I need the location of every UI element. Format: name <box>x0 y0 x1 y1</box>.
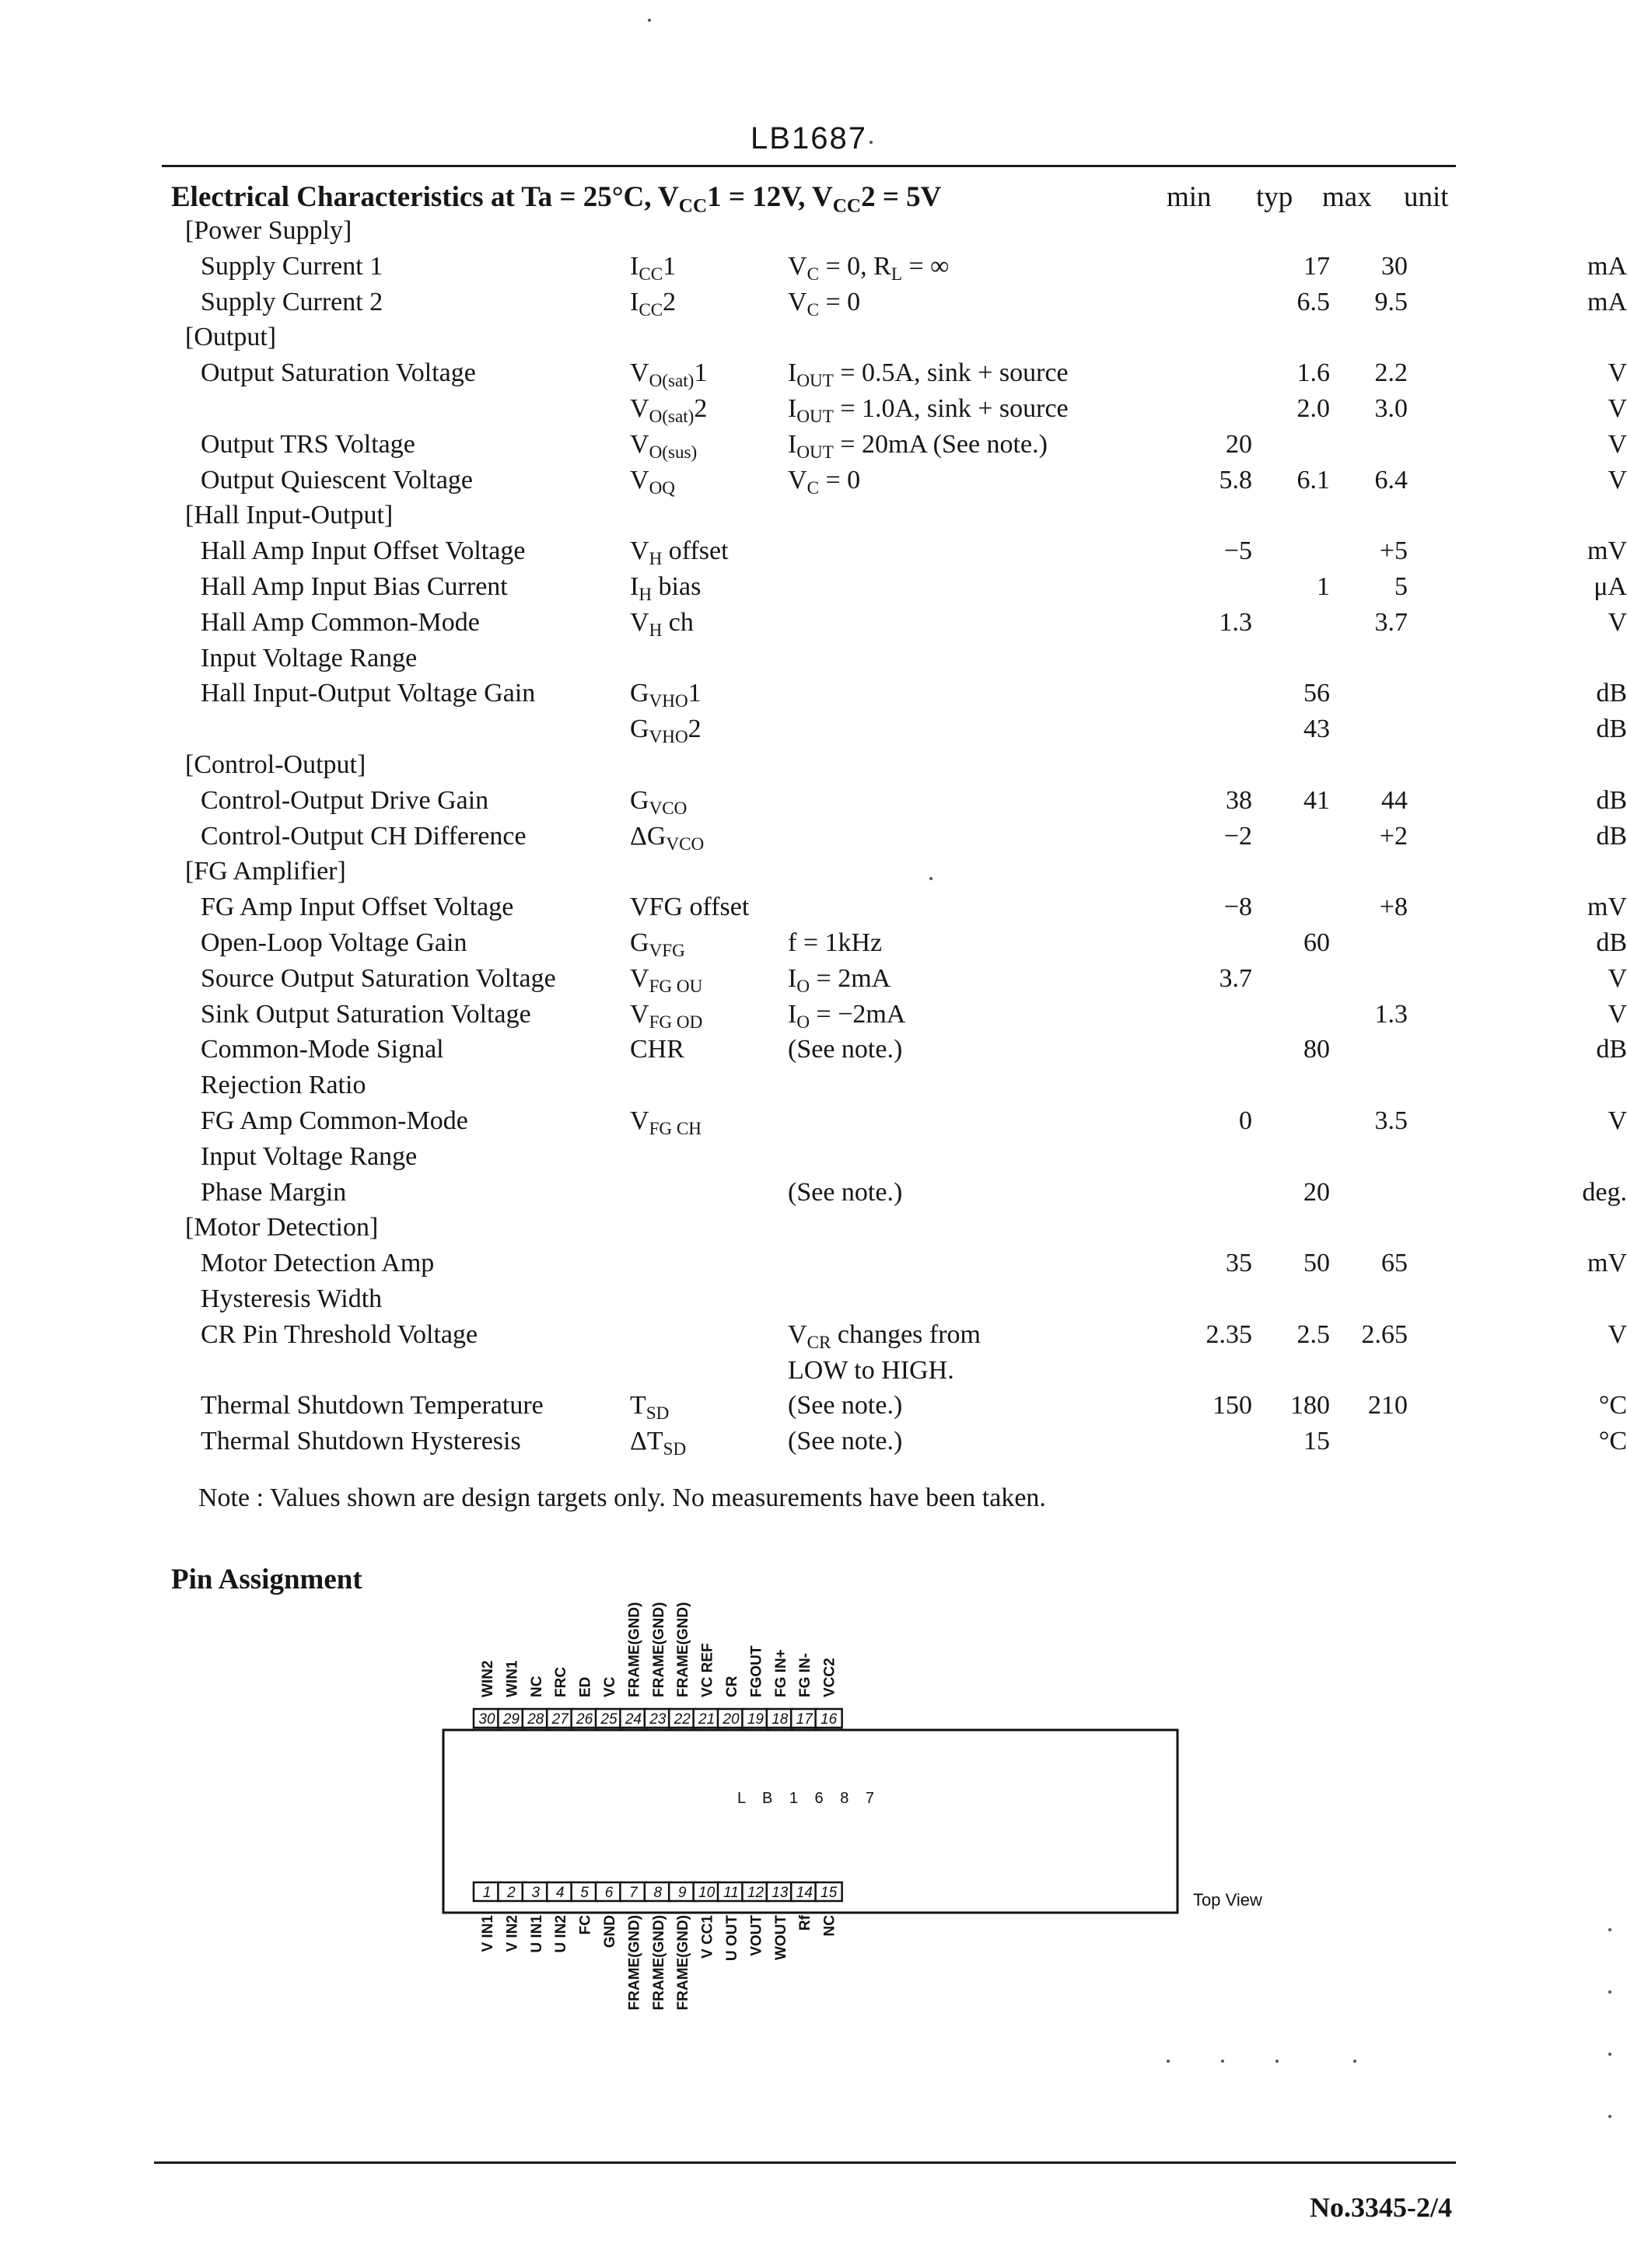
value-unit: μA <box>1594 572 1627 601</box>
pin-name-28: NC <box>528 1676 545 1697</box>
parameter-symbol: $\Delta T_{SD}$ <box>630 1427 687 1460</box>
test-condition: f = 1kHz <box>788 928 883 957</box>
value-unit: V <box>1608 999 1627 1029</box>
table-row <box>171 821 1627 858</box>
parameter-name: Phase Margin <box>201 1177 347 1207</box>
scan-speck <box>869 141 873 144</box>
test-condition: $V_C = 0$, $R_L$ = ∞ <box>788 251 950 285</box>
value-typ: 1.6 <box>1296 358 1330 388</box>
pin-name-27: FRC <box>553 1666 570 1697</box>
parameter-name: Control-Output CH Difference <box>201 821 527 851</box>
value-typ: 43 <box>1303 715 1330 744</box>
pin-name-16: VCC2 <box>821 1658 838 1697</box>
pin-name-12: VOUT <box>748 1915 765 1956</box>
column-min: min <box>1167 181 1212 213</box>
parameter-symbol: $G_{VCO}$ <box>630 785 688 819</box>
value-unit: V <box>1608 358 1627 388</box>
value-unit: mV <box>1587 1249 1627 1278</box>
parameter-name: Input Voltage Range <box>201 643 418 673</box>
pin-name-8: FRAME(GND) <box>650 1915 667 2011</box>
pin-number-7: 7 <box>629 1885 638 1901</box>
pin-name-21: VC REF <box>699 1643 716 1697</box>
table-row <box>171 893 1627 928</box>
parameter-name: Output Quiescent Voltage <box>201 465 474 494</box>
parameter-symbol: CHR <box>630 1035 684 1064</box>
value-max: 30 <box>1381 251 1408 281</box>
pin-number-30: 30 <box>478 1711 495 1728</box>
value-typ: 6.1 <box>1296 465 1330 494</box>
value-max: 2.2 <box>1374 358 1408 388</box>
pin-name-22: FRAME(GND) <box>675 1602 692 1697</box>
parameter-name: Source Output Saturation Voltage <box>201 963 556 993</box>
value-unit: °C <box>1598 1427 1627 1456</box>
scan-speck <box>1608 1928 1611 1931</box>
pin-assignment-heading: Pin Assignment <box>171 1564 362 1595</box>
value-min: 2.35 <box>1205 1319 1252 1349</box>
pin-name-24: FRAME(GND) <box>626 1602 643 1697</box>
design-target-note: Note : Values shown are design targets only. No measurements have been taken. <box>198 1483 1046 1512</box>
value-unit: mV <box>1587 536 1627 566</box>
pin-number-6: 6 <box>604 1885 614 1901</box>
parameter-symbol: $V_H$ offset <box>630 536 729 570</box>
parameter-name: Output Saturation Voltage <box>201 358 476 388</box>
value-typ: 2.5 <box>1296 1319 1330 1349</box>
scan-speck <box>648 19 651 22</box>
value-max: +2 <box>1379 821 1408 851</box>
parameter-name: Sink Output Saturation Voltage <box>201 999 531 1029</box>
parameter-symbol: VFG offset <box>630 893 750 922</box>
pin-name-5: FC <box>577 1915 594 1935</box>
section-name: [Power Supply] <box>185 216 352 245</box>
footer-rule <box>154 2161 1456 2164</box>
pin-name-9: FRAME(GND) <box>675 1915 692 2011</box>
table-row <box>171 1284 1462 1320</box>
table-row <box>171 963 1627 1000</box>
value-unit: V <box>1608 465 1627 494</box>
scan-speck <box>1275 2060 1279 2063</box>
value-unit: dB <box>1596 821 1627 851</box>
table-row <box>171 287 1627 323</box>
test-condition: $I_{OUT} = 0.5A$, sink + source <box>788 358 1069 392</box>
pin-number-24: 24 <box>625 1711 642 1728</box>
table-row <box>171 1391 1627 1427</box>
pin-number-27: 27 <box>551 1711 569 1728</box>
test-condition: $I_{OUT} = 1.0A$, sink + source <box>788 394 1069 427</box>
value-unit: deg. <box>1582 1177 1627 1207</box>
value-unit: V <box>1608 394 1627 423</box>
pin-number-4: 4 <box>555 1885 565 1901</box>
value-max: 3.5 <box>1374 1106 1408 1135</box>
parameter-symbol: $T_{SD}$ <box>630 1391 670 1424</box>
value-min: 35 <box>1226 1249 1252 1278</box>
value-unit: dB <box>1596 1035 1627 1064</box>
table-section-heading <box>171 857 1462 893</box>
pin-number-21: 21 <box>698 1711 716 1728</box>
parameter-name: Motor Detection Amp <box>201 1249 435 1278</box>
value-min: 3.7 <box>1219 963 1252 993</box>
pin-number-20: 20 <box>723 1711 740 1728</box>
parameter-symbol: $V_{OQ}$ <box>630 465 675 498</box>
table-section-heading <box>171 750 1462 786</box>
pin-name-20: CR <box>724 1676 740 1697</box>
value-min: 0 <box>1239 1106 1252 1135</box>
table-section-heading <box>171 1213 1462 1249</box>
table-row <box>171 999 1627 1036</box>
value-typ: 60 <box>1303 928 1330 957</box>
value-unit: mA <box>1587 287 1627 316</box>
pin-number-25: 25 <box>600 1711 618 1728</box>
value-min: −5 <box>1223 536 1252 566</box>
table-row <box>171 644 1462 680</box>
test-condition: $V_{CR}$ changes from <box>788 1319 981 1353</box>
value-min: 20 <box>1226 429 1252 459</box>
pin-number-17: 17 <box>796 1711 813 1728</box>
table-row <box>171 465 1627 501</box>
parameter-name: FG Amp Common-Mode <box>201 1106 468 1135</box>
value-max: 44 <box>1381 785 1408 815</box>
pin-number-12: 12 <box>747 1885 764 1901</box>
section-name: [FG Amplifier] <box>185 857 346 886</box>
value-unit: dB <box>1596 679 1627 708</box>
table-row <box>171 785 1627 822</box>
pin-name-23: FRAME(GND) <box>650 1602 667 1697</box>
pin-name-15: NC <box>821 1915 838 1937</box>
parameter-name: Hall Amp Input Offset Voltage <box>201 536 526 566</box>
table-row <box>171 1177 1627 1214</box>
value-max: 1.3 <box>1374 999 1408 1029</box>
table-section-heading <box>171 216 1462 252</box>
value-unit: dB <box>1596 785 1627 815</box>
value-unit: °C <box>1598 1391 1627 1421</box>
pin-name-29: WIN1 <box>504 1660 521 1697</box>
parameter-symbol: $V_{FG OU}$ <box>630 963 703 997</box>
pin-number-8: 8 <box>653 1885 663 1901</box>
value-typ: 41 <box>1303 785 1330 815</box>
value-typ: 15 <box>1303 1427 1330 1456</box>
value-typ: 50 <box>1303 1249 1330 1278</box>
table-row <box>171 679 1627 715</box>
parameter-symbol: $G_{VHO}1$ <box>630 679 702 712</box>
pin-name-30: WIN2 <box>480 1660 496 1697</box>
pin-name-25: VC <box>602 1676 618 1697</box>
value-min: 38 <box>1226 785 1252 815</box>
page-header-part-number: LB1687 <box>751 121 867 156</box>
table-row <box>171 572 1627 608</box>
value-max: 3.7 <box>1374 607 1408 637</box>
table-row <box>171 607 1627 644</box>
section-name: [Control-Output] <box>185 750 366 779</box>
value-min: 150 <box>1212 1391 1252 1421</box>
value-typ: 2.0 <box>1296 394 1330 423</box>
test-condition: $I_O = -2mA$ <box>788 999 906 1033</box>
test-condition: (See note.) <box>788 1035 903 1064</box>
parameter-name: CR Pin Threshold Voltage <box>201 1319 478 1349</box>
pin-number-5: 5 <box>580 1885 589 1901</box>
value-unit: mV <box>1587 893 1627 922</box>
scan-speck <box>929 877 932 880</box>
table-title: Electrical Characteristics at Ta = 25°C, $V_{CC}1 = 12V$, $V_{CC}2 = 5V$ <box>171 181 942 217</box>
pin-number-3: 3 <box>531 1885 541 1901</box>
test-condition: $I_O = 2mA$ <box>788 963 891 997</box>
parameter-symbol: $V_{FG OD}$ <box>630 999 703 1033</box>
table-section-heading <box>171 501 1462 536</box>
parameter-name: Hall Amp Common-Mode <box>201 607 480 637</box>
value-unit: V <box>1608 607 1627 637</box>
value-typ: 56 <box>1303 679 1330 708</box>
value-unit: dB <box>1596 715 1627 744</box>
table-row <box>171 1035 1627 1071</box>
table-row <box>171 1249 1627 1284</box>
value-min: −8 <box>1223 893 1252 922</box>
parameter-name: Supply Current 2 <box>201 287 383 316</box>
table-section-heading <box>171 323 1462 358</box>
pin-name-18: FG IN+ <box>772 1649 789 1697</box>
parameter-name: FG Amp Input Offset Voltage <box>201 893 514 922</box>
value-max: 210 <box>1368 1391 1408 1421</box>
table-row <box>171 715 1627 750</box>
parameter-symbol: $V_{O(sat)}2$ <box>630 394 708 427</box>
pin-name-13: WOUT <box>772 1915 789 1961</box>
parameter-name: Hall Input-Output Voltage Gain <box>201 679 536 708</box>
parameter-name: Control-Output Drive Gain <box>201 785 489 815</box>
value-min: 1.3 <box>1219 607 1252 637</box>
test-condition: (See note.) <box>788 1391 903 1421</box>
test-condition: (See note.) <box>788 1427 903 1456</box>
test-condition: $I_{OUT} = 20mA$ (See note.) <box>788 429 1048 463</box>
parameter-name: Common-Mode Signal <box>201 1035 444 1064</box>
table-row <box>171 928 1627 964</box>
section-name: [Output] <box>185 323 277 352</box>
section-name: [Motor Detection] <box>185 1213 379 1242</box>
parameter-name: Supply Current 1 <box>201 251 383 281</box>
value-max: 9.5 <box>1374 287 1408 316</box>
pin-name-3: U IN1 <box>528 1915 545 1953</box>
table-row <box>171 1319 1627 1356</box>
parameter-name: Hysteresis Width <box>201 1284 383 1313</box>
value-unit: dB <box>1596 928 1627 957</box>
value-typ: 20 <box>1303 1177 1330 1207</box>
pin-name-7: FRAME(GND) <box>626 1915 643 2011</box>
value-max: 5 <box>1394 572 1408 601</box>
table-row <box>171 536 1627 572</box>
pin-number-23: 23 <box>649 1711 667 1728</box>
test-condition: $V_C = 0$ <box>788 465 861 498</box>
pin-number-19: 19 <box>747 1711 764 1728</box>
value-max: +8 <box>1379 893 1408 922</box>
value-unit: V <box>1608 1319 1627 1349</box>
test-condition: LOW to HIGH. <box>788 1355 954 1385</box>
parameter-name: Hall Amp Input Bias Current <box>201 572 508 601</box>
value-typ: 17 <box>1303 251 1330 281</box>
pin-number-29: 29 <box>502 1711 520 1728</box>
pin-assignment-diagram <box>420 1582 1322 2041</box>
value-typ: 1 <box>1317 572 1330 601</box>
scan-speck <box>1608 2115 1611 2118</box>
value-typ: 6.5 <box>1296 287 1330 316</box>
top-view-label: Top View <box>1193 1890 1262 1910</box>
table-row <box>171 394 1627 430</box>
pin-number-1: 1 <box>482 1885 492 1901</box>
header-rule <box>162 165 1456 167</box>
pin-name-11: U OUT <box>724 1915 740 1962</box>
parameter-name: Output TRS Voltage <box>201 429 415 459</box>
column-typ: typ <box>1256 181 1293 213</box>
pin-name-2: V IN2 <box>504 1915 521 1952</box>
pin-number-13: 13 <box>772 1885 789 1901</box>
table-row <box>171 1427 1627 1462</box>
parameter-symbol: $I_H$ bias <box>630 572 702 605</box>
pin-name-6: GND <box>602 1915 618 1948</box>
table-row <box>171 1142 1462 1178</box>
parameter-symbol: $V_H$ ch <box>630 607 694 641</box>
chip-label: L B 1 6 8 7 <box>737 1790 880 1807</box>
value-max: +5 <box>1379 536 1408 566</box>
pin-name-14: Rf <box>797 1915 814 1931</box>
parameter-symbol: $I_{CC}1$ <box>630 251 677 285</box>
value-min: −2 <box>1223 821 1252 851</box>
document-number: No.3345-2/4 <box>1310 2192 1452 2223</box>
pin-number-26: 26 <box>576 1711 593 1728</box>
table-row <box>171 358 1627 394</box>
value-min: 5.8 <box>1219 465 1252 494</box>
pin-number-9: 9 <box>677 1885 687 1901</box>
scan-speck <box>1167 2060 1170 2063</box>
scan-speck <box>1353 2060 1356 2063</box>
pin-number-16: 16 <box>820 1711 838 1728</box>
pin-number-14: 14 <box>796 1885 813 1901</box>
table-row <box>171 1106 1627 1142</box>
pin-number-11: 11 <box>723 1885 739 1901</box>
table-row <box>171 1356 1462 1392</box>
parameter-symbol: $G_{VFG}$ <box>630 928 685 961</box>
value-typ: 80 <box>1303 1035 1330 1064</box>
test-condition: $V_C = 0$ <box>788 287 861 320</box>
table-row <box>171 429 1627 466</box>
pin-name-26: ED <box>577 1676 594 1697</box>
value-max: 6.4 <box>1374 465 1408 494</box>
value-max: 3.0 <box>1374 394 1408 423</box>
pin-name-17: FG IN- <box>797 1653 814 1697</box>
value-max: 2.65 <box>1361 1319 1408 1349</box>
pin-name-10: V CC1 <box>699 1915 716 1959</box>
parameter-name: Thermal Shutdown Temperature <box>201 1391 544 1421</box>
parameter-symbol: $V_{FG CH}$ <box>630 1106 702 1139</box>
column-unit: unit <box>1404 181 1449 213</box>
parameter-symbol: $\Delta G_{VCO}$ <box>630 821 705 854</box>
electrical-characteristics-header <box>171 180 1462 215</box>
parameter-symbol: $I_{CC}2$ <box>630 287 677 320</box>
parameter-name: Thermal Shutdown Hysteresis <box>201 1427 521 1456</box>
value-unit: V <box>1608 963 1627 993</box>
scan-speck <box>1221 2060 1224 2063</box>
parameter-symbol: $G_{VHO}2$ <box>630 715 702 748</box>
column-max: max <box>1322 181 1372 213</box>
pin-number-22: 22 <box>674 1711 691 1728</box>
scan-speck <box>1608 1990 1611 1994</box>
parameter-name: Rejection Ratio <box>201 1071 366 1100</box>
pin-number-18: 18 <box>772 1711 789 1728</box>
table-row <box>171 251 1627 288</box>
value-max: 65 <box>1381 1249 1408 1278</box>
parameter-symbol: $V_{O(sus)}$ <box>630 429 698 463</box>
pin-number-10: 10 <box>698 1885 716 1901</box>
value-unit: V <box>1608 1106 1627 1135</box>
pin-name-19: FGOUT <box>748 1645 765 1697</box>
table-row <box>171 1071 1462 1106</box>
value-unit: V <box>1608 429 1627 459</box>
parameter-symbol: $V_{O(sat)}1$ <box>630 358 708 392</box>
pin-number-15: 15 <box>820 1885 838 1901</box>
pin-number-28: 28 <box>527 1711 544 1728</box>
section-name: [Hall Input-Output] <box>185 501 394 530</box>
test-condition: (See note.) <box>788 1177 903 1207</box>
value-unit: mA <box>1587 251 1627 281</box>
pin-name-1: V IN1 <box>480 1915 496 1952</box>
parameter-name: Input Voltage Range <box>201 1141 418 1171</box>
scan-speck <box>1608 2053 1611 2056</box>
parameter-name: Open-Loop Voltage Gain <box>201 928 467 957</box>
pin-name-4: U IN2 <box>553 1915 570 1953</box>
pin-number-2: 2 <box>507 1885 516 1901</box>
value-typ: 180 <box>1290 1391 1330 1421</box>
